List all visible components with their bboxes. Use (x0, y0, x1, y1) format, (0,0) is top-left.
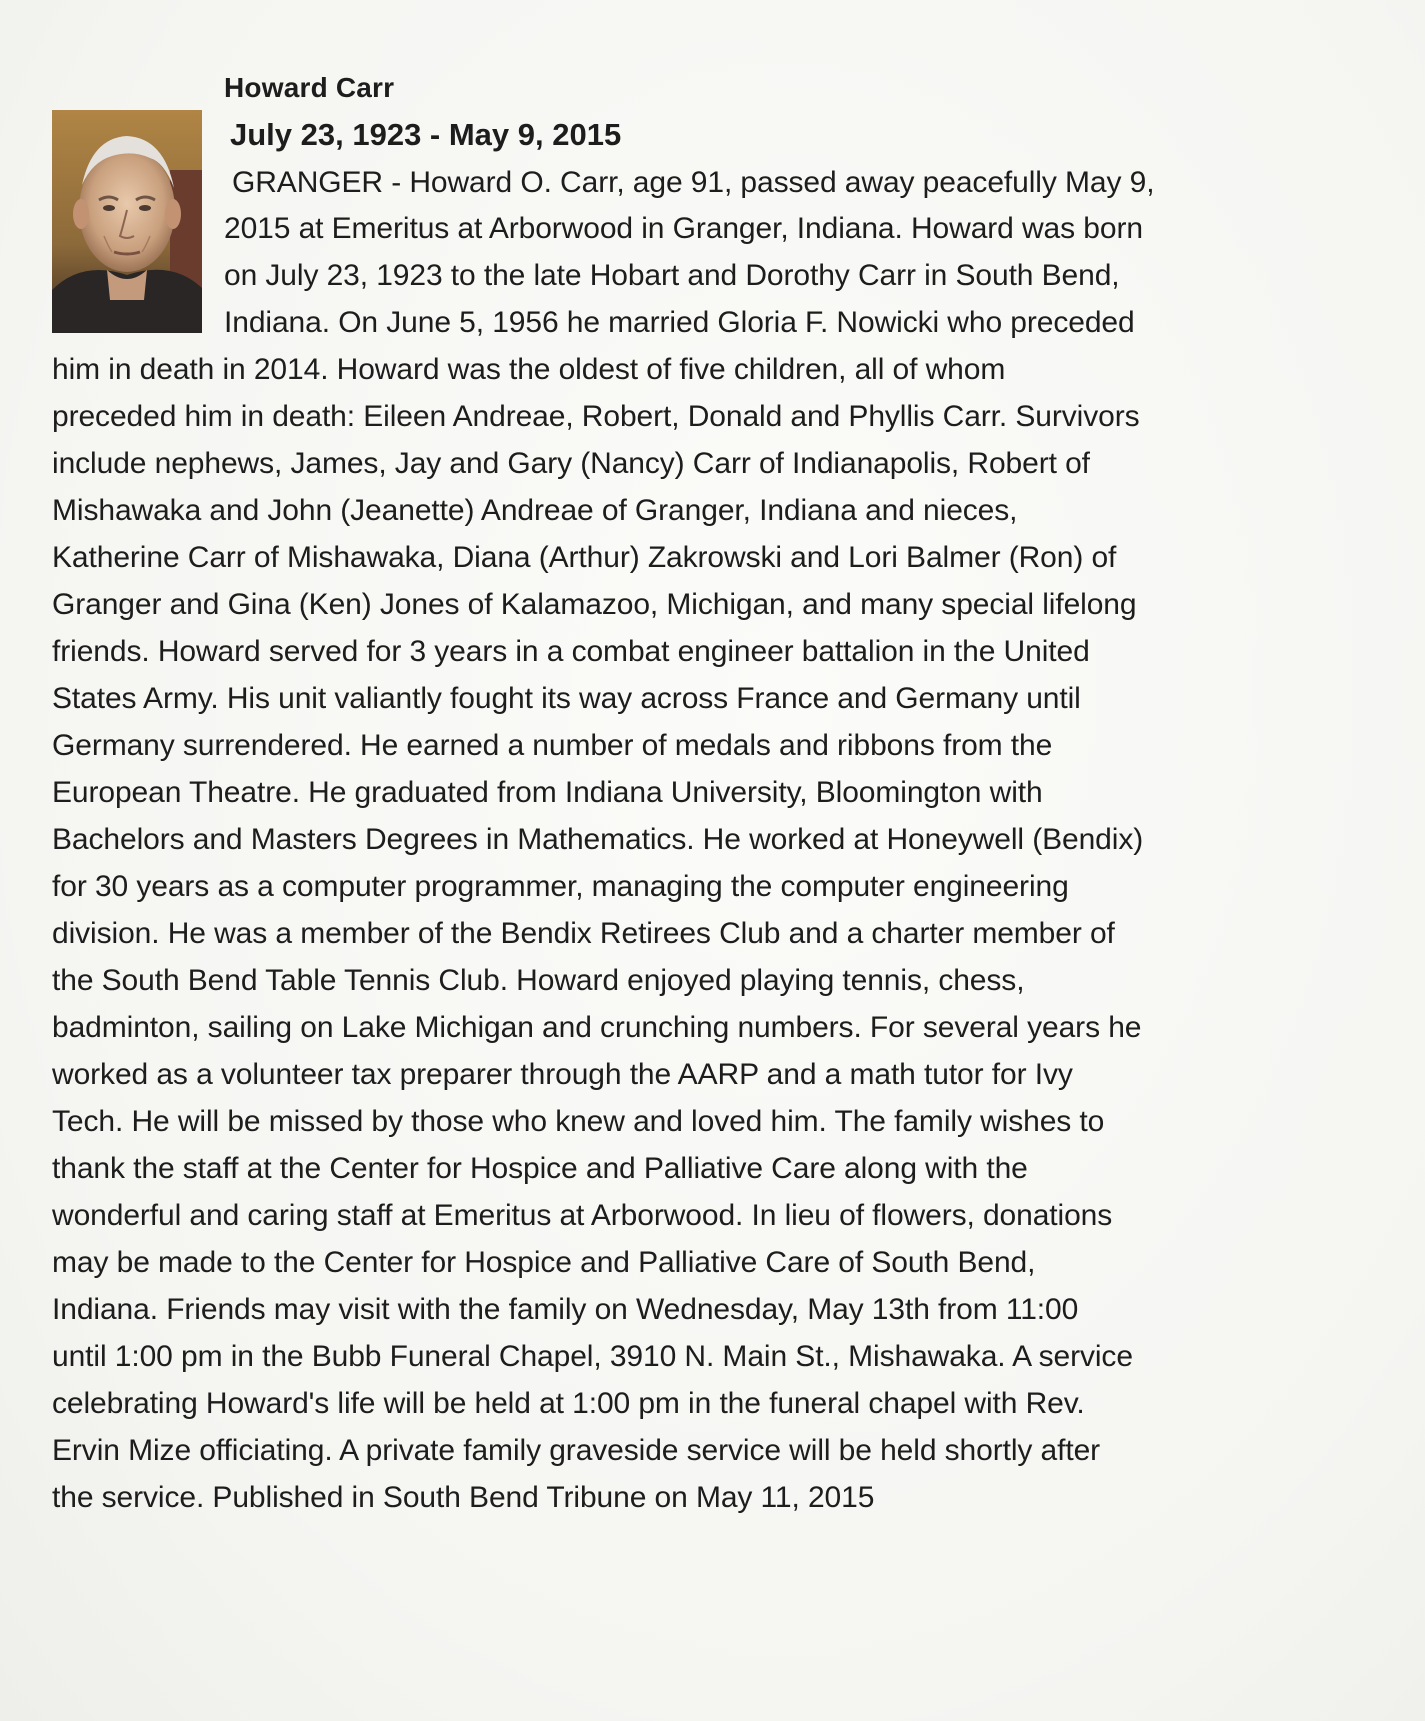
text-line: badminton, sailing on Lake Michigan and crunching numbers. For several years he (52, 1011, 1142, 1044)
text-line: division. He was a member of the Bendix Retirees Club and a charter member of (52, 917, 1115, 950)
text-line: Granger and Gina (Ken) Jones of Kalamazoo, Michigan, and many special lifelong (52, 588, 1137, 621)
portrait-photo (52, 110, 202, 333)
text-line: wonderful and caring staff at Emeritus at Arborwood. In lieu of flowers, donations (52, 1199, 1113, 1232)
text-line: Indiana. Friends may visit with the family on Wednesday, May 13th from 11:00 (52, 1293, 1079, 1326)
text-line: him in death in 2014. Howard was the oldest of five children, all of whom (52, 353, 1006, 386)
portrait-image (52, 110, 202, 333)
text-line: thank the staff at the Center for Hospice and Palliative Care along with the (52, 1152, 1028, 1185)
text-line: preceded him in death: Eileen Andreae, Robert, Donald and Phyllis Carr. Survivors (52, 400, 1140, 433)
text-line: the South Bend Table Tennis Club. Howard enjoyed playing tennis, chess, (52, 964, 1025, 997)
text-line: European Theatre. He graduated from Indiana University, Bloomington with (52, 776, 1043, 809)
text-line: Katherine Carr of Mishawaka, Diana (Arthur) Zakrowski and Lori Balmer (Ron) of (52, 541, 1117, 574)
text-line: Ervin Mize officiating. A private family graveside service will be held shortly after (52, 1434, 1101, 1467)
text-line: include nephews, James, Jay and Gary (Nancy) Carr of Indianapolis, Robert of (52, 447, 1090, 480)
text-line: celebrating Howard's life will be held at 1:00 pm in the funeral chapel with Rev. (52, 1387, 1085, 1420)
text-line: until 1:00 pm in the Bubb Funeral Chapel, 3910 N. Main St., Mishawaka. A service (52, 1340, 1133, 1373)
obituary-name: Howard Carr (224, 72, 395, 103)
text-line: friends. Howard served for 3 years in a combat engineer battalion in the United (52, 635, 1090, 668)
text-line: States Army. His unit valiantly fought its way across France and Germany until (52, 682, 1081, 715)
text-line: Tech. He will be missed by those who knew and loved him. The family wishes to (52, 1105, 1105, 1138)
text-line: Germany surrendered. He earned a number of medals and ribbons from the (52, 729, 1053, 762)
text-line: Indiana. On June 5, 1956 he married Gloria F. Nowicki who preceded (224, 306, 1135, 339)
text-line: GRANGER - Howard O. Carr, age 91, passed away peacefully May 9, (232, 166, 1155, 199)
text-line: Bachelors and Masters Degrees in Mathematics. He worked at Honeywell (Bendix) (52, 823, 1144, 856)
text-line: 2015 at Emeritus at Arborwood in Granger, Indiana. Howard was born (224, 212, 1143, 245)
text-line: on July 23, 1923 to the late Hobart and Dorothy Carr in South Bend, (224, 259, 1120, 292)
text-line: the service. Published in South Bend Tribune on May 11, 2015 (52, 1481, 875, 1514)
text-line: for 30 years as a computer programmer, managing the computer engineering (52, 870, 1069, 903)
text-line: worked as a volunteer tax preparer through the AARP and a math tutor for Ivy (52, 1058, 1073, 1091)
obituary-dates: July 23, 1923 - May 9, 2015 (230, 117, 622, 152)
text-line: Mishawaka and John (Jeanette) Andreae of Granger, Indiana and nieces, (52, 494, 1018, 527)
text-line: may be made to the Center for Hospice and Palliative Care of South Bend, (52, 1246, 1036, 1279)
